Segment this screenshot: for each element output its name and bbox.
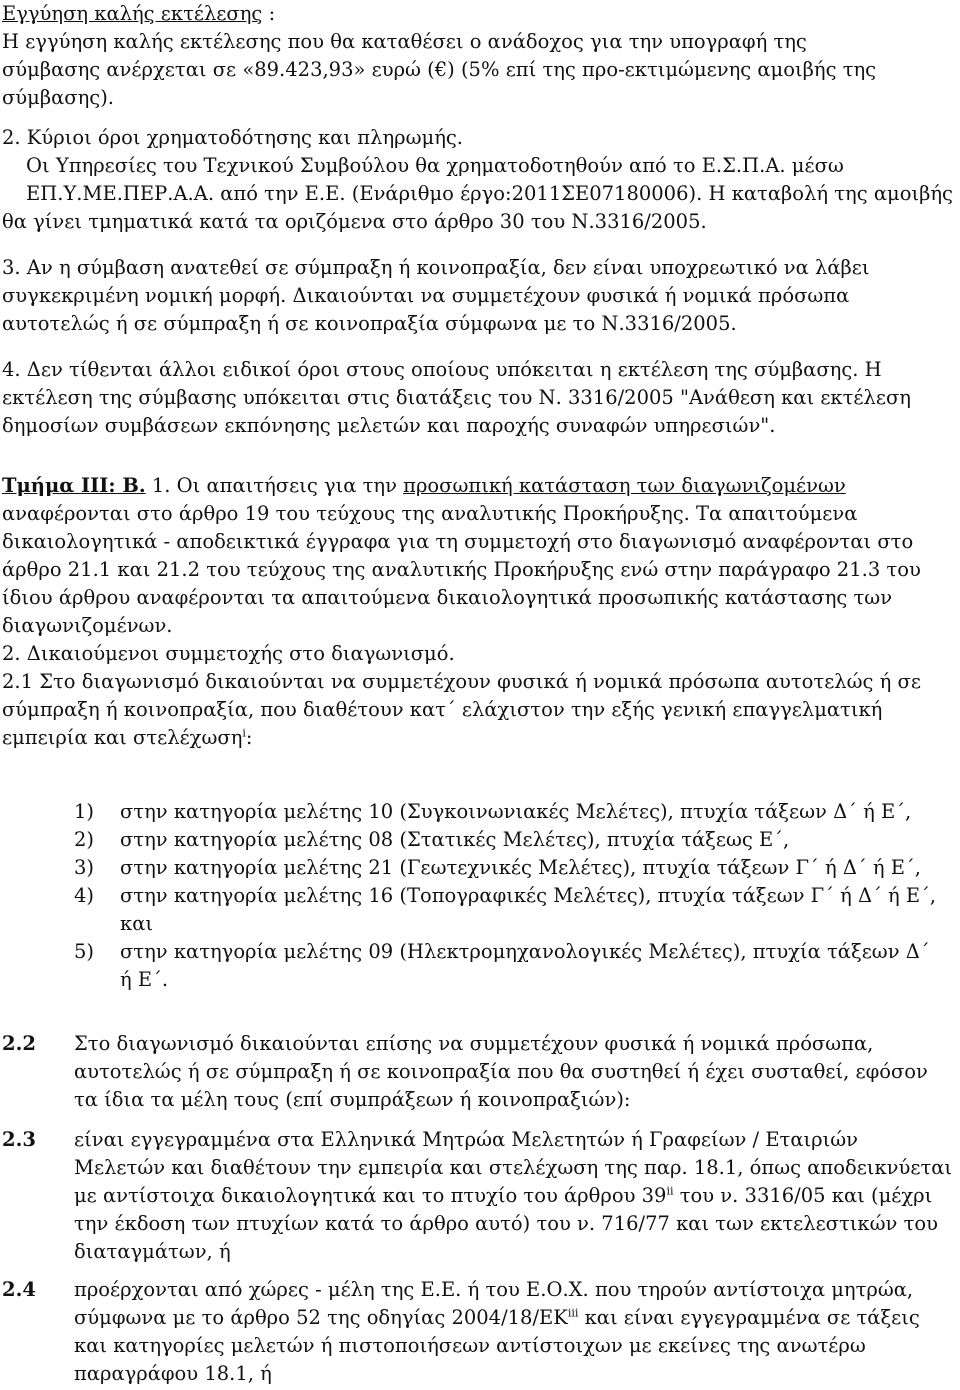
part-3-label: Τμήμα ΙΙΙ: Β. <box>2 474 146 497</box>
paragraph-number: 2.3 <box>2 1128 36 1151</box>
text-line: είναι εγγεγραμμένα στα Ελληνικά Μητρώα Μελετητών ή Γραφείων / Εταιριών <box>74 1128 859 1151</box>
footnote-ref: i <box>242 726 246 740</box>
section-3-line: 3. Αν η σύμβαση ανατεθεί σε σύμπραξη ή κοινοπραξία, δεν είναι υποχρεωτικό να λάβει <box>2 256 870 279</box>
text-line: σύμπραξη ή κοινοπραξία, που διαθέτουν κατ΄ ελάχιστον την εξής γενική επαγγελματική <box>2 698 883 721</box>
part-3-heading-line: Τμήμα ΙΙΙ: Β. 1. Οι απαιτήσεις για την προσωπική κατάσταση των διαγωνιζομένων <box>2 474 846 497</box>
paragraph-number: 2.2 <box>2 1032 36 1055</box>
text-line: συγκεκριμένη νομική μορφή. Δικαιούνται να συμμετέχουν φυσικά ή νομικά πρόσωπα <box>2 284 850 307</box>
list-item-number: 4) <box>74 884 95 907</box>
text-line: αυτοτελώς ή σε σύμπραξη ή σε κοινοπραξία σύμφωνα με το Ν.3316/2005. <box>2 312 737 335</box>
text-line: Η εγγύηση καλής εκτέλεσης που θα καταθέσει ο ανάδοχος για την υπογραφή της <box>2 30 807 53</box>
footnote-ref: ii <box>666 1184 674 1198</box>
list-item-continuation: ή Ε΄. <box>120 968 169 991</box>
text-line: ίδιου άρθρου αναφέρονται τα απαιτούμενα δικαιολογητικά προσωπικής κατάστασης των <box>2 586 893 609</box>
list-item: στην κατηγορία μελέτης 16 (Τοπογραφικές Μελέτες), πτυχία τάξεων Γ΄ ή Δ΄ ή Ε΄, <box>120 884 937 907</box>
list-item-continuation: και <box>120 912 154 935</box>
text-line: διαταγμάτων, ή <box>74 1240 231 1263</box>
text-line: εκτέλεση της σύμβασης υπόκειται στις διατάξεις του Ν. 3316/2005 "Ανάθεση και εκτέλεση <box>2 386 911 409</box>
text-line: Οι Υπηρεσίες του Τεχνικού Συμβούλου θα χρηματοδοτηθούν από το Ε.Σ.Π.Α. μέσω <box>26 154 844 177</box>
section-2-title: 2. Κύριοι όροι χρηματοδότησης και πληρωμής. <box>2 126 464 149</box>
text-line: ΕΠ.Υ.ΜΕ.ΠΕΡ.Α.Α. από την Ε.Ε. (Ενάριθμο έργο:2011ΣΕ07180006). Η καταβολή της αμοιβής <box>26 182 953 205</box>
text-line: Στο διαγωνισμό δικαιούνται επίσης να συμμετέχουν φυσικά ή νομικά πρόσωπα, <box>74 1032 874 1055</box>
footnote-ref: iii <box>567 1306 579 1320</box>
section-4-line: 4. Δεν τίθενται άλλοι ειδικοί όροι στους οποίους υπόκειται η εκτέλεση της σύμβασης. Η <box>2 358 882 381</box>
text-line: διαγωνιζομένων. <box>2 614 173 637</box>
list-item-number: 2) <box>74 828 95 851</box>
guarantee-heading: Εγγύηση καλής εκτέλεσης <box>2 2 263 25</box>
text-line: σύμβασης ανέρχεται σε «89.423,93» ευρώ (€) (5% επί της προ-εκτιμώμενης αμοιβής της <box>2 58 877 81</box>
text-line: 2.1 Στο διαγωνισμό δικαιούνται να συμμετέχουν φυσικά ή νομικά πρόσωπα αυτοτελώς ή σε <box>2 670 921 693</box>
guarantee-heading-line: Εγγύηση καλής εκτέλεσης : <box>2 2 276 25</box>
list-item: στην κατηγορία μελέτης 09 (Ηλεκτρομηχανολογικές Μελέτες), πτυχία τάξεων Δ΄ <box>120 940 930 963</box>
subsection-title: 2. Δικαιούμενοι συμμετοχής στο διαγωνισμό. <box>2 642 455 665</box>
text-line: αυτοτελώς ή σε σύμπραξη ή σε κοινοπραξία που θα συστηθεί ή έχει συσταθεί, εφόσον <box>74 1060 928 1083</box>
text-line: εμπειρία και στελέχωση$^i$: <box>2 726 253 749</box>
text-line: σύμφωνα με το άρθρο 52 της οδηγίας 2004/18/ΕΚ$^{iii}$ και είναι εγγεγραμμένα σε τάξεις <box>74 1306 920 1329</box>
text-line: δημοσίων συμβάσεων εκπόνησης μελετών και παροχής συναφών υπηρεσιών". <box>2 414 776 437</box>
text-line: τα ίδια τα μέλη τους (επί συμπράξεων ή κοινοπραξιών): <box>74 1088 631 1111</box>
text-line: σύμβασης). <box>2 86 115 109</box>
text-line: και κατηγορίες μελετών ή πιστοποιήσεων αντίστοιχων με εκείνες της ανωτέρω <box>74 1334 866 1357</box>
text-line: με αντίστοιχα δικαιολογητικά και το πτυχίο του άρθρου 39$^{ii}$ του ν. 3316/05 και (μέχρι <box>74 1184 933 1207</box>
text-line: αναφέρονται στο άρθρο 19 του τεύχους της αναλυτικής Προκήρυξης. Τα απαιτούμενα <box>2 502 858 525</box>
list-item-number: 1) <box>74 800 95 823</box>
list-item: στην κατηγορία μελέτης 08 (Στατικές Μελέτες), πτυχία τάξεως Ε΄, <box>120 828 790 851</box>
text-line: παραγράφου 18.1, ή <box>74 1362 272 1385</box>
text-line: προέρχονται από χώρες - μέλη της Ε.Ε. ή του Ε.Ο.Χ. που τηρούν αντίστοιχα μητρώα, <box>74 1278 914 1301</box>
list-item: στην κατηγορία μελέτης 10 (Συγκοινωνιακές Μελέτες), πτυχία τάξεων Δ΄ ή Ε΄, <box>120 800 912 823</box>
text-line: δικαιολογητικά - αποδεικτικά έγγραφα για τη συμμετοχή στο διαγωνισμό αναφέρονται στο <box>2 530 914 553</box>
list-item: στην κατηγορία μελέτης 21 (Γεωτεχνικές Μελέτες), πτυχία τάξεων Γ΄ ή Δ΄ ή Ε΄, <box>120 856 921 879</box>
text-line: θα γίνει τμηματικά κατά τα οριζόμενα στο άρθρο 30 του Ν.3316/2005. <box>2 210 707 233</box>
list-item-number: 3) <box>74 856 95 879</box>
list-item-number: 5) <box>74 940 95 963</box>
text-line: άρθρο 21.1 και 21.2 του τεύχους της αναλυτικής Προκήρυξης ενώ στην παράγραφο 21.3 του <box>2 558 921 581</box>
text-line: την έκδοση των πτυχίων κατά το άρθρο αυτό) του ν. 716/77 και των εκτελεστικών του <box>74 1212 938 1235</box>
paragraph-number: 2.4 <box>2 1278 36 1301</box>
underlined-phrase: προσωπική κατάσταση των διαγωνιζομένων <box>403 474 846 497</box>
text-line: Μελετών και διαθέτουν την εμπειρία και στελέχωση της παρ. 18.1, όπως αποδεικνύεται <box>74 1156 953 1179</box>
